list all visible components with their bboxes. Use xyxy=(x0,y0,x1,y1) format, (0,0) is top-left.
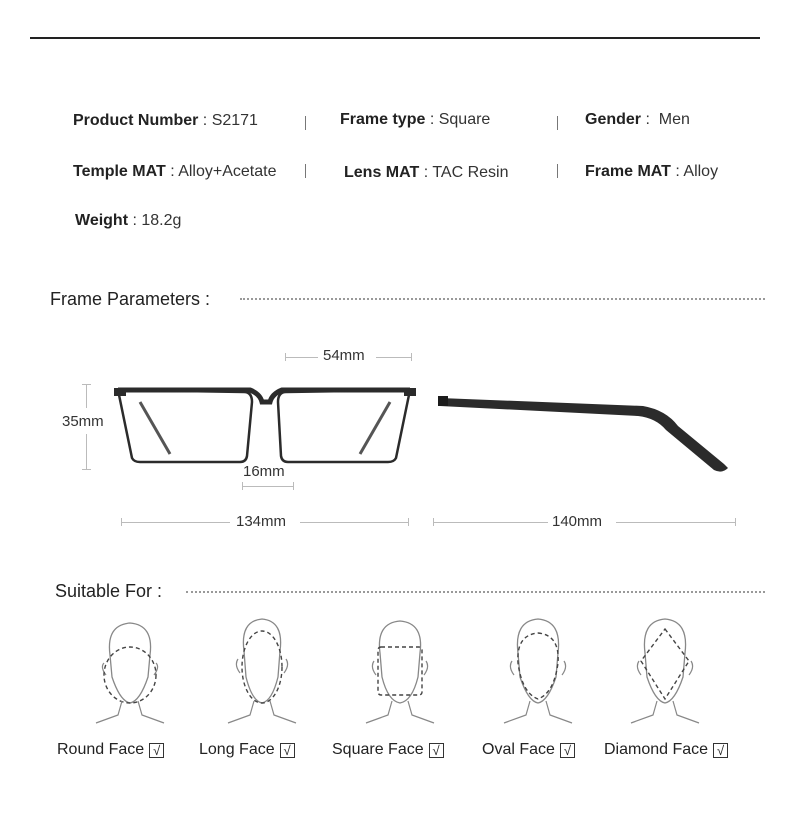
glasses-front-view xyxy=(110,380,420,470)
spec-separator xyxy=(557,116,558,130)
face-label-round: Round Face √ xyxy=(57,741,164,759)
checkbox-checked-icon: √ xyxy=(280,743,295,758)
dimension-tick xyxy=(82,469,91,470)
lens-width-label: 54mm xyxy=(323,347,365,364)
face-label-long: Long Face √ xyxy=(199,741,295,759)
dimension-line xyxy=(616,522,736,523)
dimension-tick xyxy=(285,353,286,361)
dimension-tick xyxy=(433,518,434,526)
temple-length-label: 140mm xyxy=(552,513,603,530)
dimension-line xyxy=(433,522,548,523)
spec-weight: Weight : 18.2g xyxy=(75,212,182,229)
checkbox-checked-icon: √ xyxy=(713,743,728,758)
dimension-tick xyxy=(735,518,736,526)
glasses-side-view xyxy=(438,392,738,477)
checkbox-checked-icon: √ xyxy=(149,743,164,758)
square-face-icon xyxy=(360,615,440,725)
dimension-line xyxy=(300,522,409,523)
spec-frame-type: Frame type : Square xyxy=(340,111,491,128)
frame-parameters-title: Frame Parameters : xyxy=(50,289,211,309)
spec-temple-mat: Temple MAT : Alloy+Acetate xyxy=(73,163,277,180)
face-label-square: Square Face √ xyxy=(332,741,444,759)
dimension-tick xyxy=(242,482,243,490)
face-label-diamond: Diamond Face √ xyxy=(604,741,728,759)
checkbox-checked-icon: √ xyxy=(560,743,575,758)
section-dotted-line xyxy=(240,298,765,300)
spec-separator xyxy=(305,164,306,178)
spec-gender: Gender : Men xyxy=(585,111,690,128)
dimension-tick xyxy=(293,482,294,490)
spec-lens-mat: Lens MAT : TAC Resin xyxy=(344,164,509,181)
dimension-line xyxy=(242,486,294,487)
checkbox-checked-icon: √ xyxy=(429,743,444,758)
spec-product-number: Product Number : S2171 xyxy=(73,112,258,129)
round-face-icon xyxy=(90,615,170,725)
section-dotted-line xyxy=(186,591,765,593)
dimension-tick xyxy=(121,518,122,526)
dimension-tick xyxy=(408,518,409,526)
frame-width-label: 134mm xyxy=(236,513,287,530)
dimension-line xyxy=(86,384,87,408)
dimension-tick xyxy=(411,353,412,361)
dimension-line xyxy=(86,434,87,469)
lens-height-label: 35mm xyxy=(62,413,104,430)
face-label-oval: Oval Face √ xyxy=(482,741,575,759)
bridge-width-label: 16mm xyxy=(243,463,285,480)
diamond-face-icon xyxy=(625,615,705,725)
dimension-line xyxy=(376,357,412,358)
dimension-line xyxy=(285,357,318,358)
dimension-tick xyxy=(82,384,91,385)
top-divider xyxy=(30,37,760,39)
long-face-icon xyxy=(222,615,302,725)
spec-separator xyxy=(305,116,306,130)
dimension-line xyxy=(121,522,230,523)
suitable-for-title: Suitable For : xyxy=(55,581,163,601)
spec-frame-mat: Frame MAT : Alloy xyxy=(585,163,719,180)
oval-face-icon xyxy=(498,615,578,725)
spec-separator xyxy=(557,164,558,178)
